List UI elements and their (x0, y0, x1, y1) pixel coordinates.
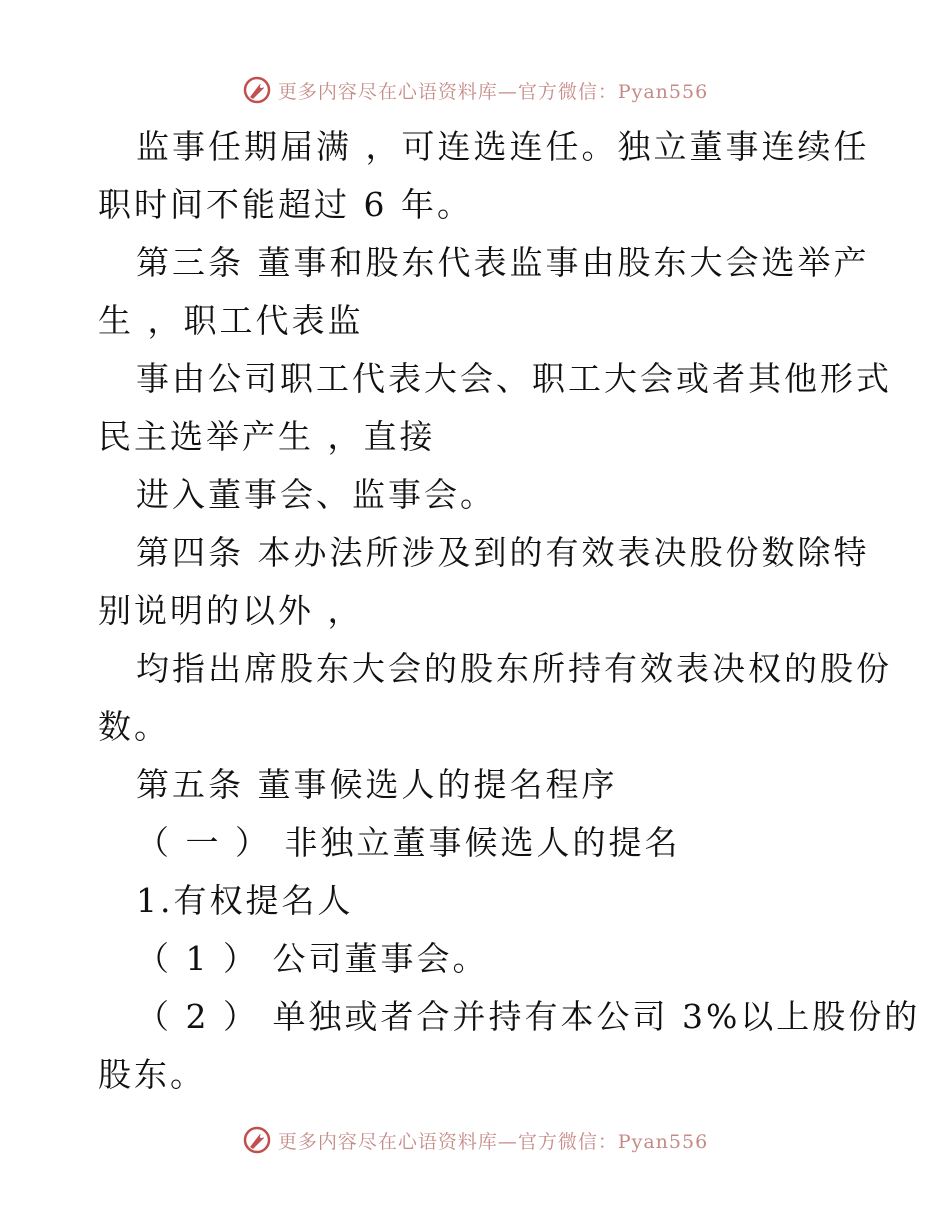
watermark-text: 更多内容尽在心语资料库—官方微信：Pyan556 (277, 1130, 709, 1153)
text-line: 第三条 董事和股东代表监事由股东大会选举产 (136, 243, 870, 282)
watermark-banner-top (0, 70, 950, 110)
text-line: （ 2 ） 单独或者合并持有本公司 3%以上股份的 (136, 997, 921, 1036)
text-line: 进入董事会、监事会。 (136, 475, 496, 514)
watermark-banner-bottom (0, 1120, 950, 1160)
text-line: 别说明的以外 ， (98, 591, 364, 630)
text-line: 数。 (98, 707, 170, 746)
text-line: （ 1 ） 公司董事会。 (136, 939, 489, 978)
pen-nib-logo-icon (242, 75, 272, 105)
text-line: 生 ，职工代表监 (98, 301, 364, 340)
pen-nib-logo-icon (242, 1125, 272, 1155)
text-line: 第四条 本办法所涉及到的有效表决股份数除特 (136, 533, 870, 572)
text-line: 职时间不能超过 6 年。 (98, 185, 473, 224)
watermark-text: 更多内容尽在心语资料库—官方微信：Pyan556 (277, 80, 709, 103)
text-line: 1.有权提名人 (136, 881, 354, 920)
text-line: （ 一 ） 非独立董事候选人的提名 (136, 823, 681, 862)
text-line: 民主选举产生 ，直接 (98, 417, 436, 456)
text-line: 第五条 董事候选人的提名程序 (136, 765, 618, 804)
text-line: 均指出席股东大会的股东所持有效表决权的股份 (136, 649, 892, 688)
text-line: 监事任期届满 ，可连选连任。独立董事连续任 (136, 127, 870, 166)
document-body (98, 118, 921, 1104)
text-line: 事由公司职工代表大会、职工大会或者其他形式 (136, 359, 892, 398)
text-line: 股东。 (98, 1055, 206, 1094)
